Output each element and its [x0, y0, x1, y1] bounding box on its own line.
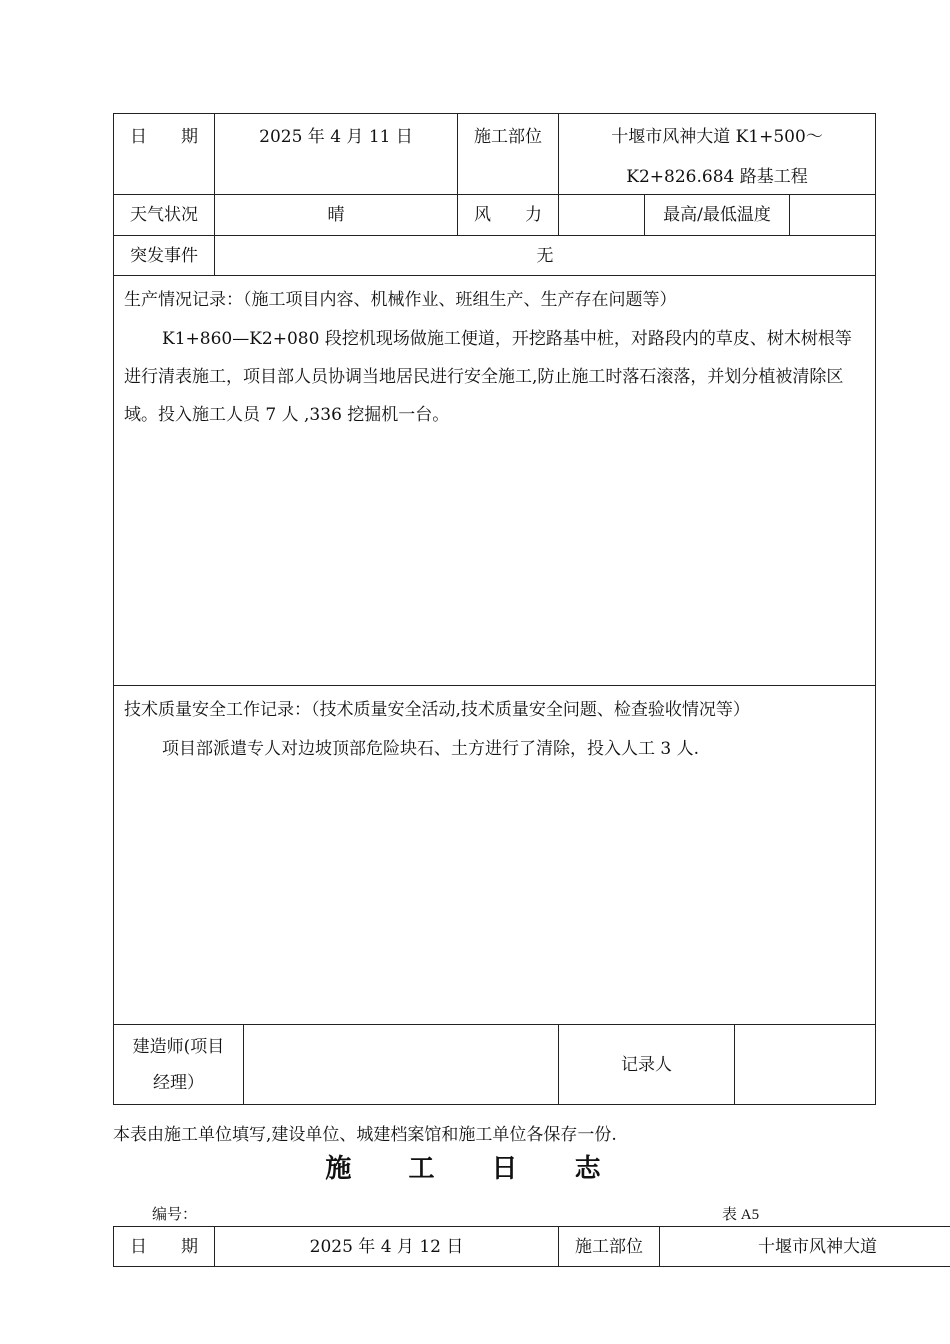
temperature-value-cell[interactable]: [790, 195, 876, 236]
site-value-line2: K2+826.684 路基工程: [626, 167, 808, 187]
site-value-2: 十堰市风神大道: [758, 1236, 877, 1257]
date-value-cell[interactable]: [215, 114, 458, 195]
date-value: 2025 年 4 月 11 日: [259, 127, 413, 147]
wind-value-cell[interactable]: [559, 195, 645, 236]
recorder-label-cell: [559, 1025, 735, 1105]
quality-safety-record-section[interactable]: [114, 686, 876, 1025]
construction-log-table-1: [113, 113, 876, 1105]
wind-label: 风 力: [474, 205, 543, 225]
temperature-label-cell: [645, 195, 790, 236]
production-record-body: K1+860—K2+080 段挖机现场做施工便道，开挖路基中桩，对路段内的草皮、树木树根等进行清表施工，项目部人员协调当地居民进行安全施工,防止施工时落石滚落，并划分植被清除区域。投入施工人员 7 人 ,336 挖掘机一台。: [124, 329, 852, 425]
document-title: 施 工 日 志: [325, 1154, 625, 1184]
builder-label-line1: 建造师(项目: [132, 1036, 225, 1057]
recorder-value-cell[interactable]: [735, 1025, 876, 1105]
incident-value-cell[interactable]: [215, 236, 876, 276]
date-label-2: 日 期: [130, 1236, 198, 1257]
site-label-cell-2: [559, 1227, 660, 1267]
temperature-label: 最高/最低温度: [663, 205, 771, 225]
weather-value: 晴: [327, 205, 345, 225]
weather-value-cell[interactable]: [215, 195, 458, 236]
site-label-2: 施工部位: [575, 1236, 643, 1257]
quality-safety-record-heading: 技术质量安全工作记录：（技术质量安全活动,技术质量安全问题、检查验收情况等）: [124, 700, 750, 720]
date-label-cell-2: [114, 1227, 215, 1267]
incident-value: 无: [536, 245, 554, 266]
incident-label: 突发事件: [130, 245, 198, 266]
builder-label-cell: [114, 1025, 244, 1105]
footnote: 本表由施工单位填写,建设单位、城建档案馆和施工单位各保存一份.: [113, 1125, 617, 1145]
construction-log-table-2: [113, 1226, 950, 1267]
weather-label-cell: [114, 195, 215, 236]
recorder-label: 记录人: [621, 1054, 673, 1075]
site-value-cell-2[interactable]: [660, 1227, 950, 1267]
incident-label-cell: [114, 236, 215, 276]
quality-safety-record-body: 项目部派遣专人对边坡顶部危险块石、土方进行了清除，投入人工 3 人.: [162, 739, 700, 759]
production-record-section[interactable]: [114, 276, 876, 686]
date-value-cell-2[interactable]: [215, 1227, 559, 1267]
production-record-heading: 生产情况记录：（施工项目内容、机械作业、班组生产、生产存在问题等）: [124, 290, 677, 310]
site-value-line1: 十堰市风神大道 K1+500～: [611, 127, 823, 147]
site-label: 施工部位: [474, 127, 543, 147]
date-label: 日 期: [130, 127, 198, 147]
site-label-cell: [458, 114, 559, 195]
builder-label-line2: 经理）: [153, 1072, 204, 1093]
date-value-2: 2025 年 4 月 12 日: [309, 1236, 464, 1257]
site-value-cell[interactable]: [559, 114, 876, 195]
builder-value-cell[interactable]: [244, 1025, 559, 1105]
form-code: 表 A5: [722, 1207, 760, 1223]
date-label-cell: [114, 114, 215, 195]
number-label: 编号：: [152, 1207, 198, 1223]
wind-label-cell: [458, 195, 559, 236]
weather-label: 天气状况: [130, 205, 198, 225]
